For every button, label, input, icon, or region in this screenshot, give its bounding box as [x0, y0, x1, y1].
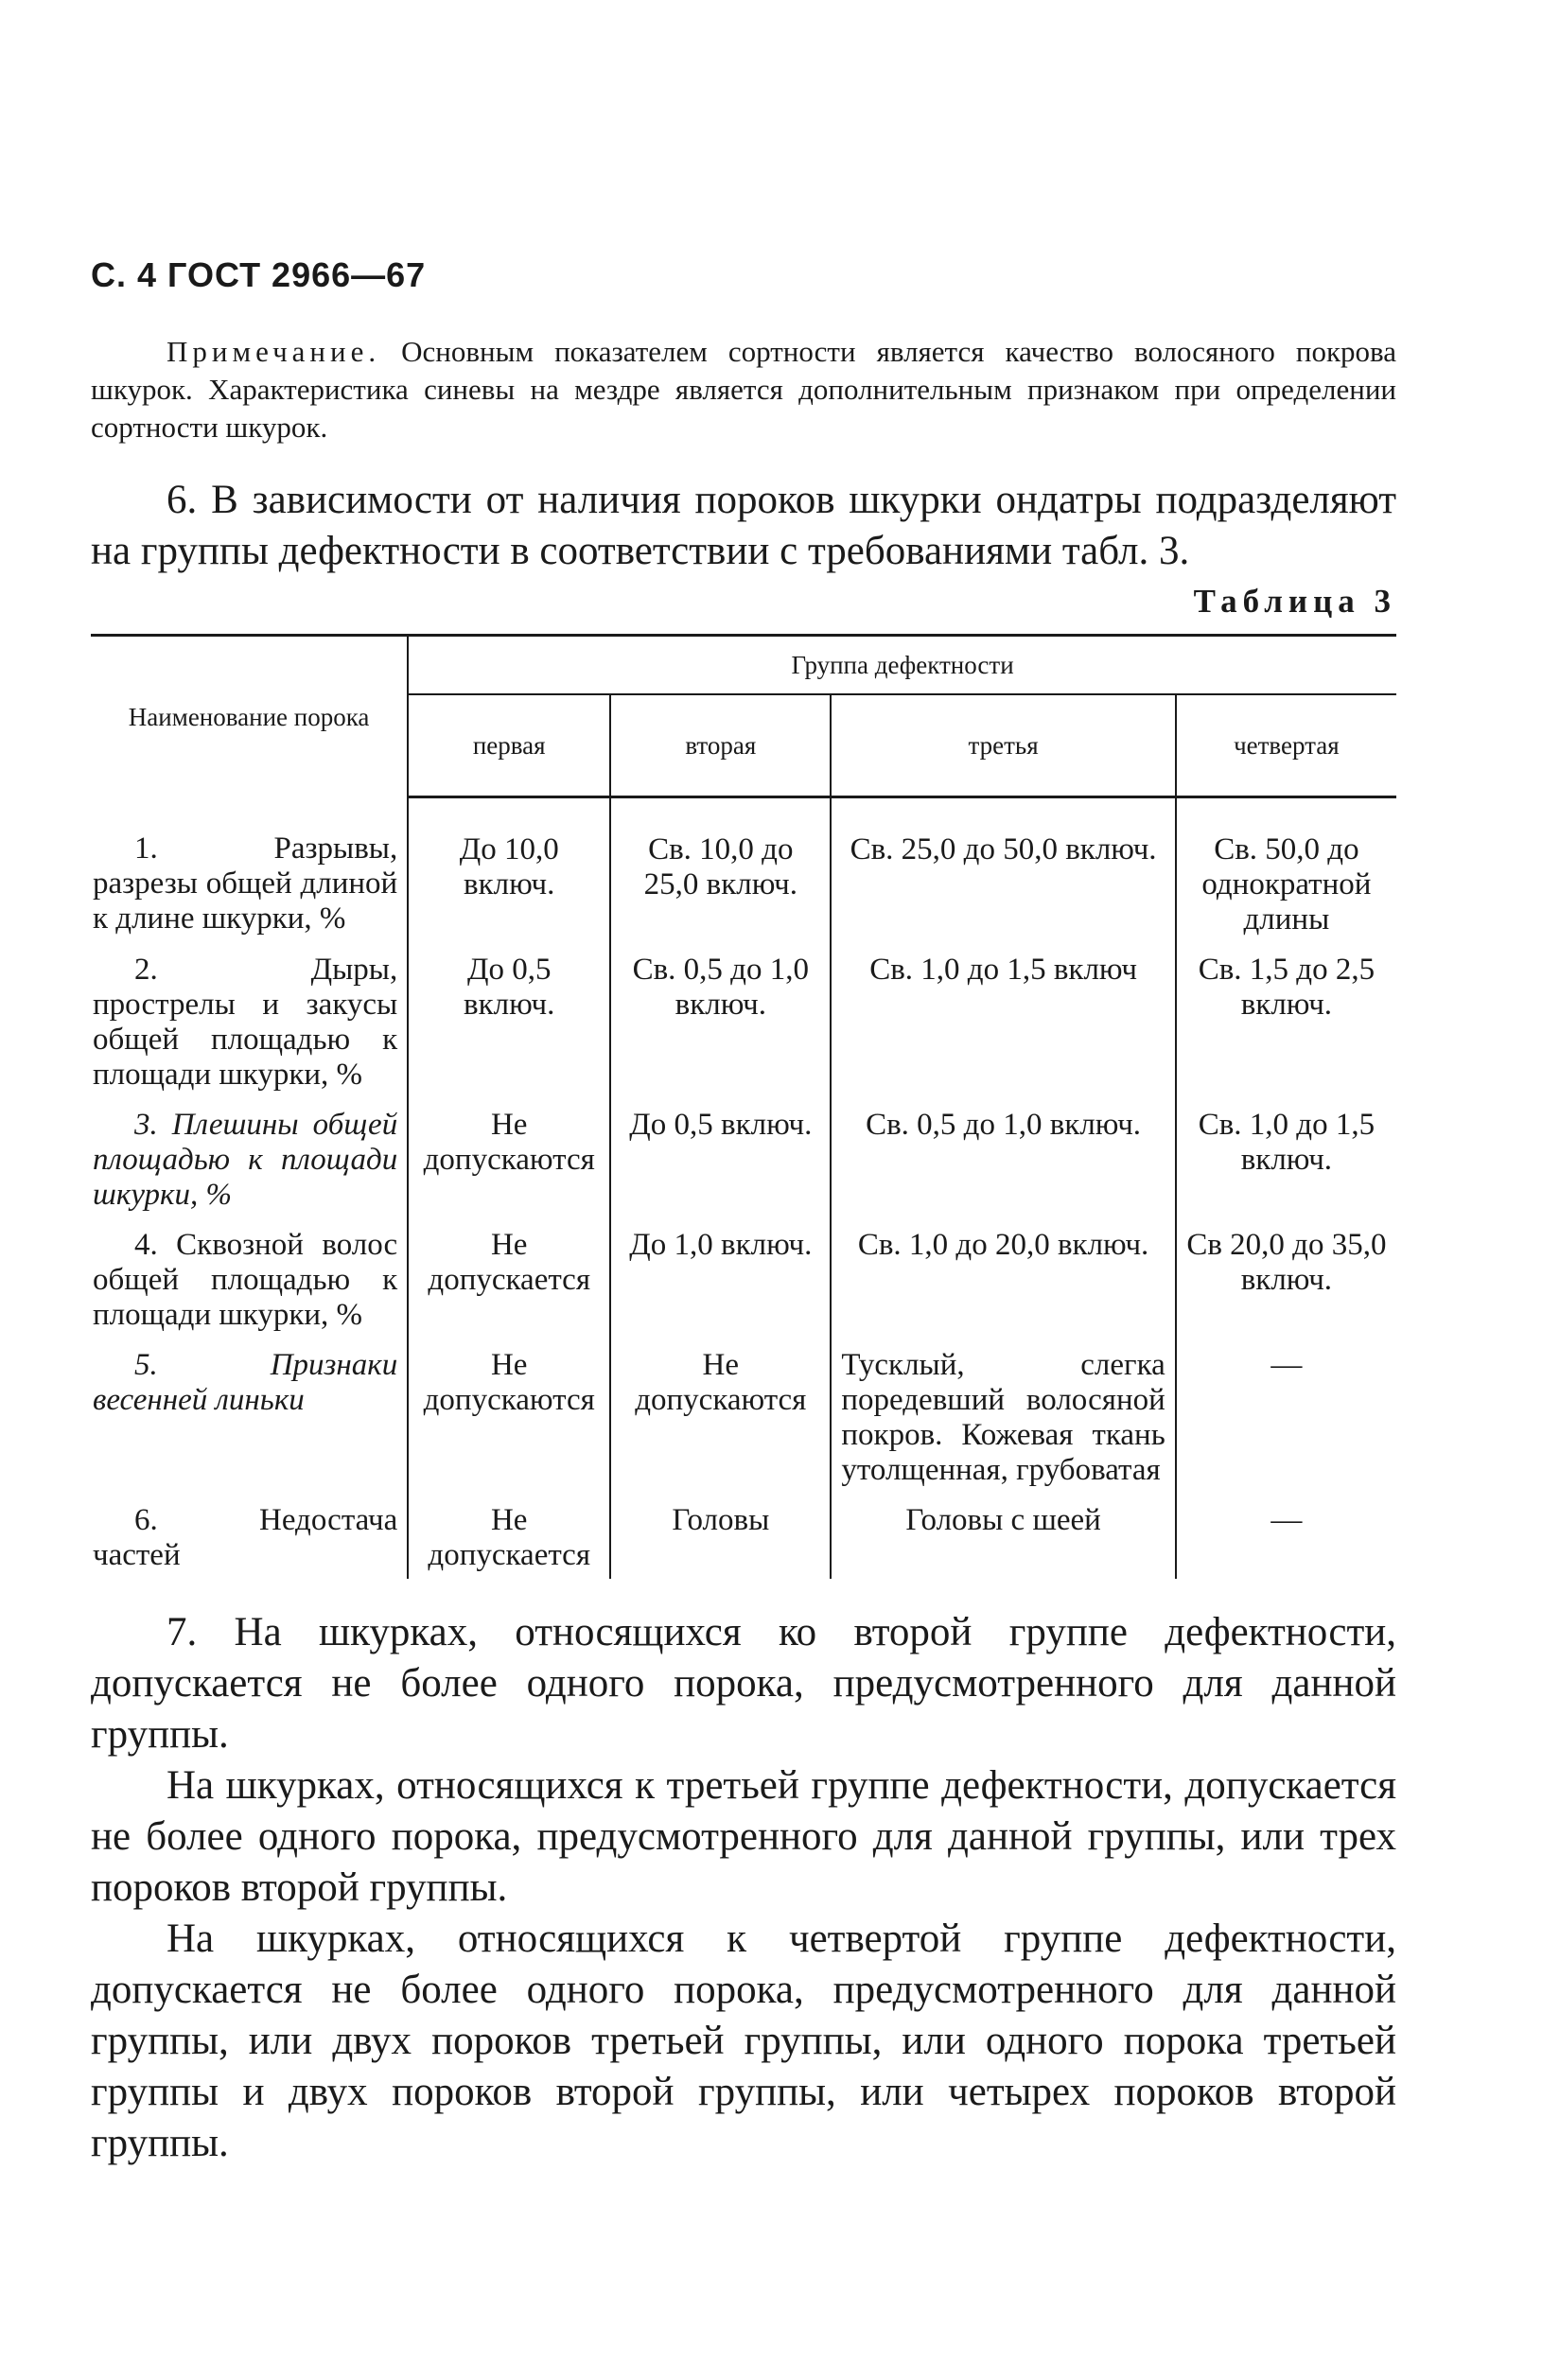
- paragraph-7: 7. На шкурках, относящихся ко второй группе дефектности, допускается не более одного порока, предусмотренного для данной группы.: [91, 1610, 1396, 1757]
- note-paragraph: [91, 333, 1396, 446]
- group-3-value: Св. 1,0 до 20,0 включ.: [831, 1222, 1175, 1342]
- group-3-value: Св. 1,0 до 1,5 включ: [831, 947, 1175, 1102]
- defect-name: 5. Признаки весенней линьки: [93, 1348, 398, 1417]
- table-row: [91, 1342, 1396, 1497]
- header-group-4: четвертая: [1176, 694, 1396, 797]
- group-1-value: Не допускаются: [408, 1102, 610, 1222]
- group-3-value: Св. 25,0 до 50,0 включ.: [831, 797, 1175, 948]
- header-group-1: первая: [408, 694, 610, 797]
- group-3-value: Св. 0,5 до 1,0 включ.: [831, 1102, 1175, 1222]
- group-1-value: Не допускаются: [408, 1342, 610, 1497]
- defect-name: 6. Недостача частей: [93, 1503, 398, 1572]
- group-4-value: —: [1176, 1342, 1396, 1497]
- group-2-value: Не допускаются: [610, 1342, 831, 1497]
- header-defect-group: Группа дефектности: [408, 636, 1396, 695]
- group-4-value: Св 20,0 до 35,0 включ.: [1176, 1222, 1396, 1342]
- group-4-value: Св. 1,0 до 1,5 включ.: [1176, 1102, 1396, 1222]
- table-row: [91, 1222, 1396, 1342]
- note-label: Примечание.: [166, 335, 381, 368]
- group-2-value: Св. 10,0 до 25,0 включ.: [610, 797, 831, 948]
- defects-table: [91, 634, 1396, 1579]
- group-4-value: Св. 50,0 до однократной длины: [1176, 797, 1396, 948]
- note-text: Основным показателем сортности является качество волосяного покрова шкурок. Характеристика синевы на мездре является дополнительным признаком при определении сортности шкурок.: [91, 335, 1396, 444]
- header-defect-name: Наименование порока: [91, 636, 408, 797]
- table-row: [91, 1497, 1396, 1579]
- paragraph-7-third-group: На шкурках, относящихся к третьей группе дефектности, допускается не более одного порока, предусмотренного для данной группы, или трех пороков второй группы.: [91, 1763, 1396, 1910]
- paragraph-6: 6. В зависимости от наличия пороков шкурки ондатры подразделяют на группы дефектности в соответствии с требованиями табл. 3.: [91, 478, 1396, 573]
- group-1-value: До 10,0 включ.: [408, 797, 610, 948]
- page-header: С. 4 ГОСТ 2966—67: [91, 255, 427, 294]
- header-group-3: третья: [831, 694, 1175, 797]
- paragraph-7-fourth-group: На шкурках, относящихся к четвертой группе дефектности, допускается не более одного порока, предусмотренного для данной группы, или двух пороков третьей группы, или одного порока третьей группы и двух пороков второй группы, или четырех пороков второй группы.: [91, 1916, 1396, 2165]
- document-page: [91, 255, 1396, 2169]
- defect-name: 2. Дыры, прострелы и закусы общей площадью к площади шкурки, %: [93, 953, 398, 1092]
- group-4-value: —: [1176, 1497, 1396, 1579]
- group-3-value: Тусклый, слегка поредевший волосяной покров. Кожевая ткань утолщенная, грубоватая: [831, 1342, 1175, 1497]
- group-2-value: Головы: [610, 1497, 831, 1579]
- group-2-value: До 1,0 включ.: [610, 1222, 831, 1342]
- table-row: [91, 797, 1396, 948]
- group-1-value: Не допускается: [408, 1497, 610, 1579]
- table-caption: Таблица 3: [1193, 583, 1396, 620]
- group-1-value: Не допускается: [408, 1222, 610, 1342]
- table-row: [91, 947, 1396, 1102]
- defect-name: 4. Сквозной волос общей площадью к площади шкурки, %: [93, 1228, 398, 1332]
- group-4-value: Св. 1,5 до 2,5 включ.: [1176, 947, 1396, 1102]
- table-row: [91, 1102, 1396, 1222]
- group-2-value: Св. 0,5 до 1,0 включ.: [610, 947, 831, 1102]
- group-3-value: Головы с шеей: [831, 1497, 1175, 1579]
- defect-name: 1. Разрывы, разрезы общей длиной к длине шкурки, %: [93, 831, 398, 936]
- group-2-value: До 0,5 включ.: [610, 1102, 831, 1222]
- group-1-value: До 0,5 включ.: [408, 947, 610, 1102]
- header-group-2: вторая: [610, 694, 831, 797]
- defect-name: 3. Плешины общей площадью к площади шкурки, %: [93, 1108, 398, 1212]
